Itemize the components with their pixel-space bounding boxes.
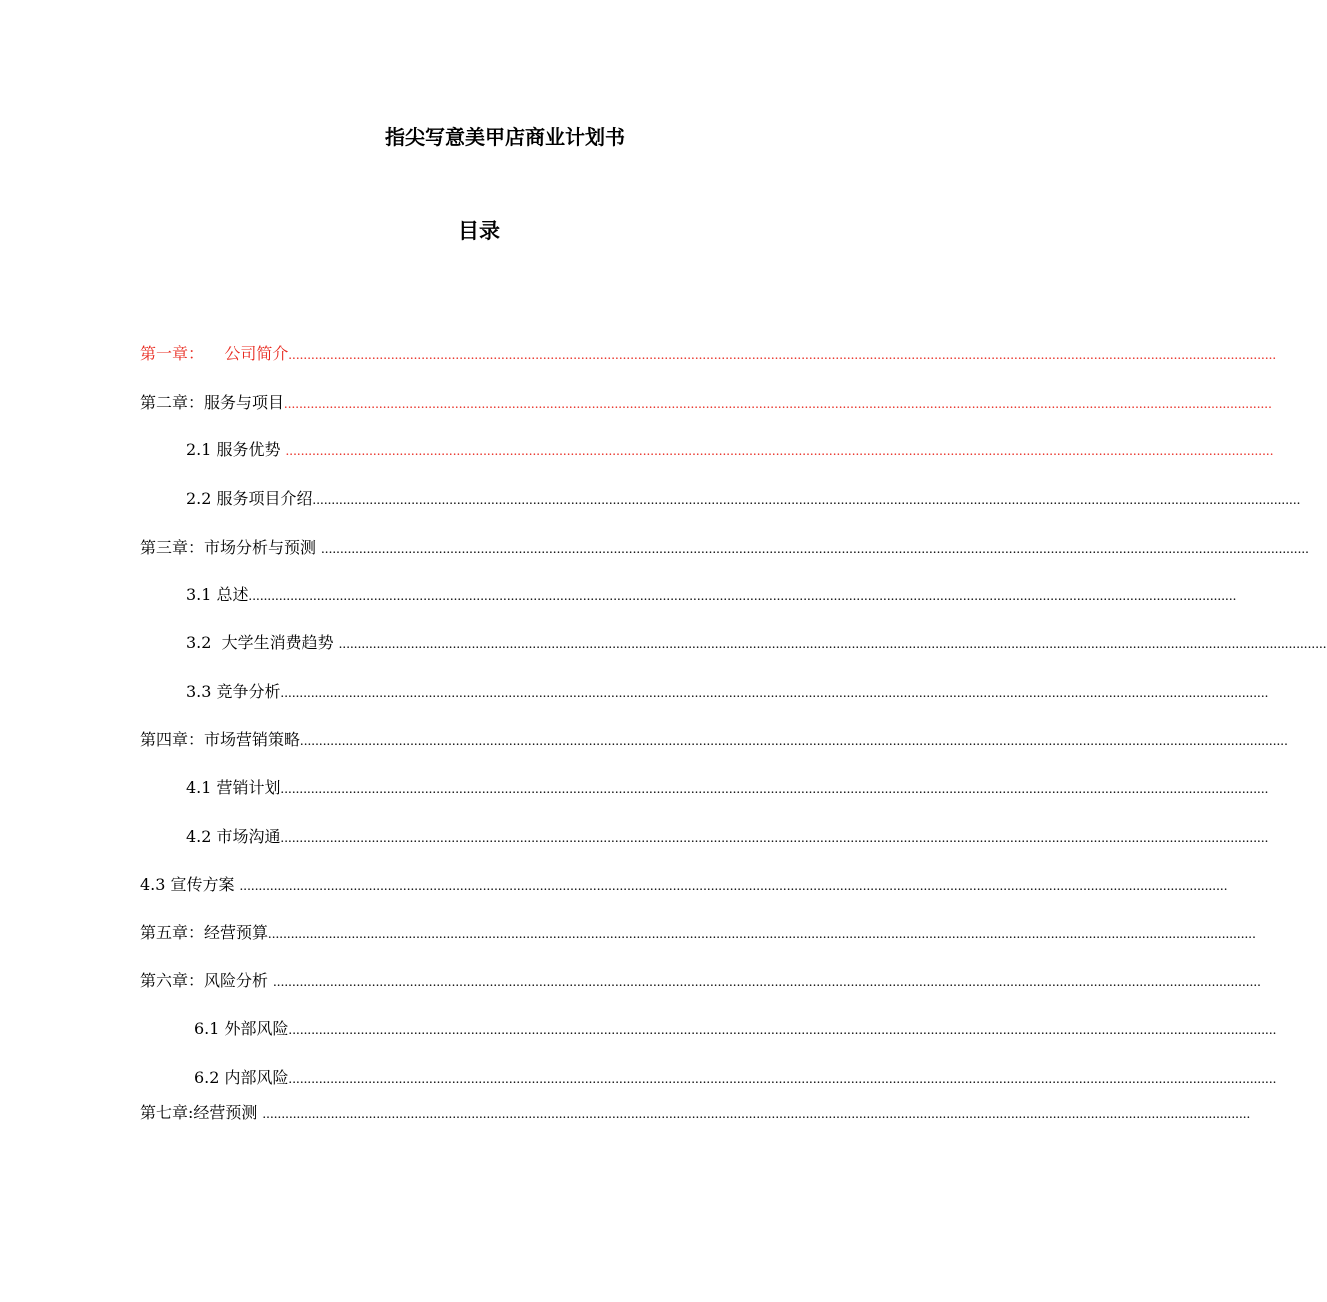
- toc-heading: 目录: [458, 218, 500, 243]
- toc-entry[interactable]: [140, 392, 1273, 414]
- toc-entry[interactable]: [186, 826, 1269, 848]
- toc-dot-leader: ....................................................................................................................................................................................................................................................................: [262, 1107, 1251, 1122]
- toc-entry-label: 第二章：服务与项目: [140, 393, 285, 412]
- toc-entry[interactable]: [186, 777, 1269, 799]
- toc-dot-leader: ....................................................................................................................................................................................................................................................................: [273, 975, 1262, 990]
- toc-dot-leader: ....................................................................................................................................................................................................................................................................: [268, 927, 1257, 942]
- toc-entry-label: 3.1 总述: [186, 585, 249, 604]
- toc-entry-label: 2.1 服务优势: [186, 440, 286, 459]
- toc-entry[interactable]: [186, 681, 1269, 703]
- toc-entry[interactable]: [186, 488, 1301, 510]
- toc-entry-label: 4.3 宣传方案: [140, 875, 240, 894]
- toc-entry[interactable]: [140, 729, 1289, 751]
- toc-entry-label: 第一章： 公司简介: [140, 344, 289, 363]
- toc-dot-leader: ....................................................................................................................................................................................................................................................................: [300, 734, 1289, 749]
- toc-dot-leader: ....................................................................................................................................................................................................................................................................: [280, 831, 1269, 846]
- toc-dot-leader: ....................................................................................................................................................................................................................................................................: [248, 589, 1237, 604]
- toc-entry[interactable]: [140, 970, 1262, 992]
- toc-entry[interactable]: [140, 922, 1257, 944]
- toc-entry-label: 第五章：经营预算: [140, 923, 269, 942]
- toc-entry[interactable]: [140, 874, 1228, 896]
- toc-entry-label: 3.2 大学生消费趋势: [186, 633, 339, 652]
- toc-entry[interactable]: [186, 439, 1274, 461]
- toc-dot-leader: ....................................................................................................................................................................................................................................................................: [285, 444, 1274, 459]
- toc-entry-label: 第三章：市场分析与预测: [140, 538, 322, 557]
- toc-entry[interactable]: [186, 632, 1327, 654]
- toc-entry-label: 2.2 服务项目介绍: [186, 489, 313, 508]
- toc-entry[interactable]: [140, 343, 1277, 365]
- toc-entry-label: 4.2 市场沟通: [186, 827, 281, 846]
- toc-dot-leader: ....................................................................................................................................................................................................................................................................: [239, 879, 1228, 894]
- toc-entry-label: 第六章：风险分析: [140, 971, 274, 990]
- toc-dot-leader: ....................................................................................................................................................................................................................................................................: [284, 397, 1273, 412]
- toc-entry-label: 6.1 外部风险: [194, 1019, 289, 1038]
- toc-entry[interactable]: [186, 584, 1237, 606]
- toc-dot-leader: ....................................................................................................................................................................................................................................................................: [288, 348, 1277, 363]
- toc-entry[interactable]: [194, 1018, 1277, 1040]
- toc-entry-label: 第七章:经营预测: [140, 1103, 263, 1122]
- toc-entry[interactable]: [140, 537, 1310, 559]
- toc-dot-leader: ....................................................................................................................................................................................................................................................................: [312, 493, 1301, 508]
- document-title: 指尖写意美甲店商业计划书: [385, 125, 625, 149]
- toc-entry-label: 3.3 竞争分析: [186, 682, 281, 701]
- toc-dot-leader: ....................................................................................................................................................................................................................................................................: [280, 782, 1269, 797]
- toc-entry-label: 第四章：市场营销策略: [140, 730, 301, 749]
- toc-dot-leader: ....................................................................................................................................................................................................................................................................: [288, 1023, 1277, 1038]
- toc-entry-label: 4.1 营销计划: [186, 778, 281, 797]
- toc-dot-leader: ....................................................................................................................................................................................................................................................................: [280, 686, 1269, 701]
- toc-entry-label: 6.2 内部风险: [194, 1068, 289, 1087]
- toc-dot-leader: ....................................................................................................................................................................................................................................................................: [321, 542, 1310, 557]
- toc-entry[interactable]: [194, 1067, 1277, 1089]
- toc-entry[interactable]: [140, 1102, 1251, 1124]
- toc-dot-leader: ....................................................................................................................................................................................................................................................................: [338, 637, 1327, 652]
- toc-dot-leader: ....................................................................................................................................................................................................................................................................: [288, 1072, 1277, 1087]
